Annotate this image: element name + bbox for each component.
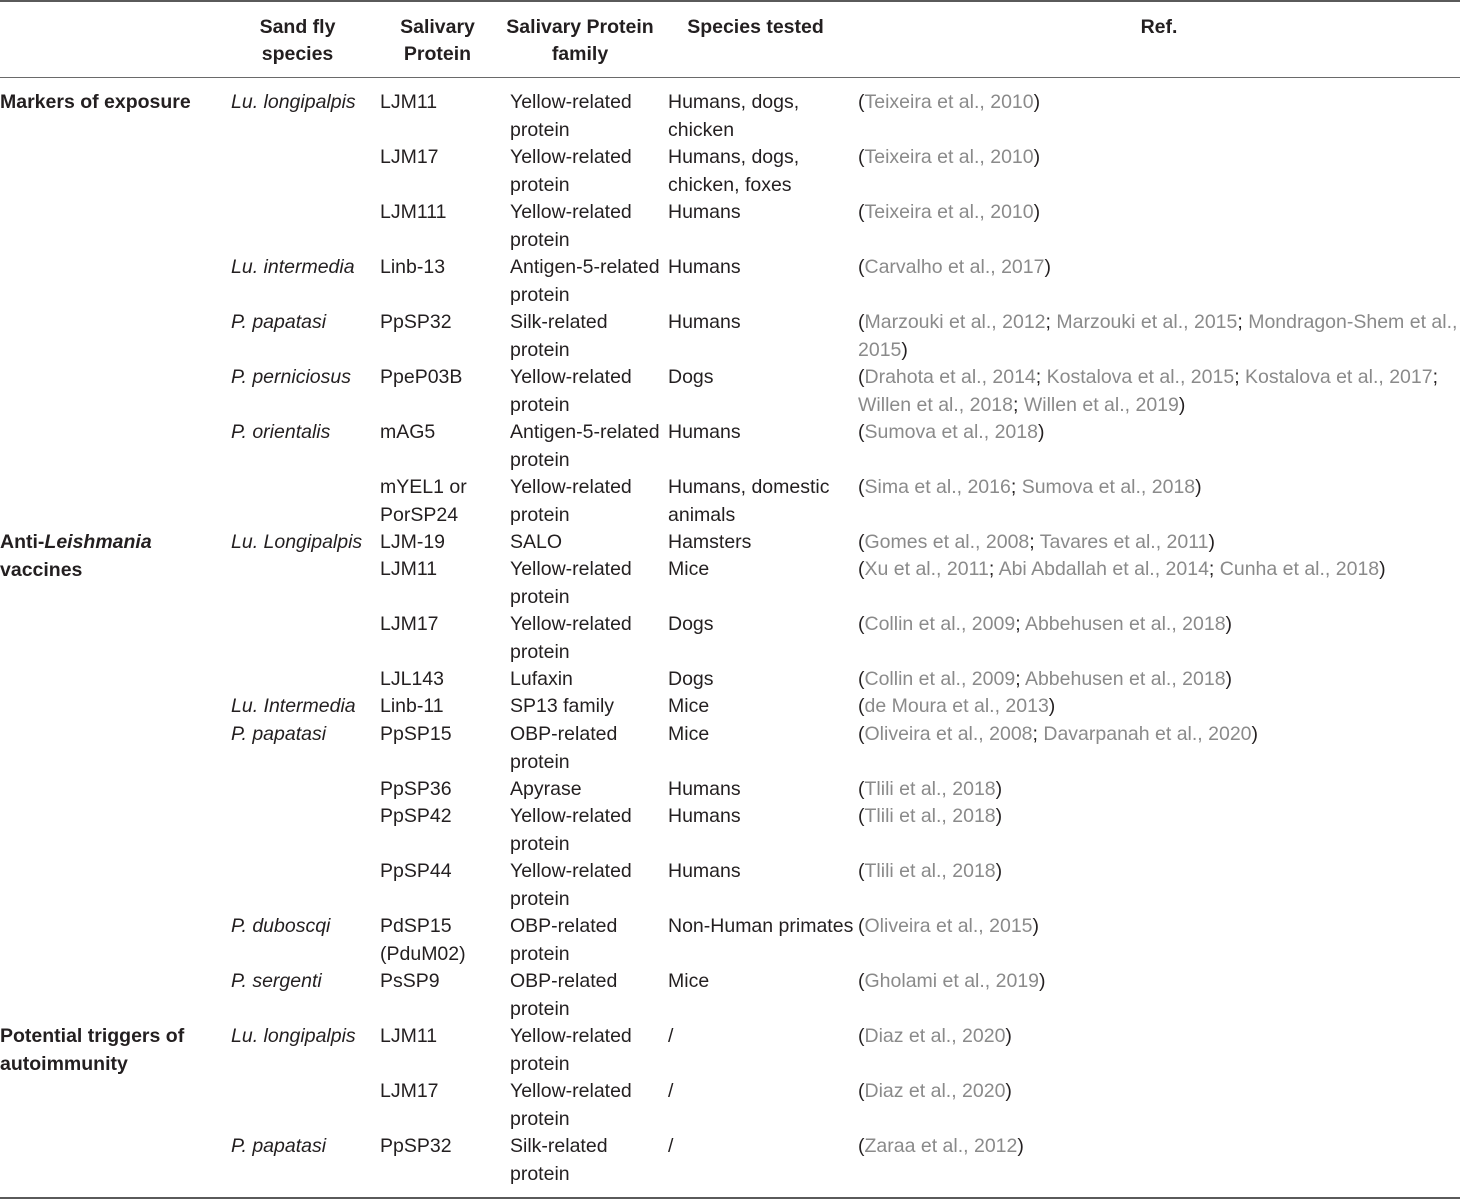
species-tested-cell: Mice	[668, 695, 710, 717]
sand-fly-species-cell: P. papatasi	[231, 723, 327, 745]
salivary-protein-cell: LJM11	[380, 1025, 438, 1047]
category-prefix: Anti-	[0, 531, 45, 553]
category-label	[0, 529, 225, 584]
protein-family-cell: Yellow-related protein	[510, 91, 632, 141]
reference-cell: (Teixeira et al., 2010)	[858, 91, 1041, 113]
protein-family-cell: Lufaxin	[510, 668, 573, 690]
protein-family-cell: Yellow-related protein	[510, 201, 632, 251]
sand-fly-species-cell: P. sergenti	[231, 970, 322, 992]
reference-link[interactable]: Tlili et al., 2018	[864, 860, 996, 882]
protein-family-cell: Yellow-related protein	[510, 366, 632, 416]
reference-link[interactable]: Marzouki et al., 2012	[864, 311, 1046, 333]
reference-link[interactable]: Tlili et al., 2018	[864, 805, 996, 827]
reference-link[interactable]: Kostalova et al., 2017	[1245, 366, 1433, 388]
reference-cell: (Oliveira et al., 2015)	[858, 915, 1040, 937]
reference-link[interactable]: Carvalho et al., 2017	[864, 256, 1045, 278]
salivary-protein-cell: LJM17	[380, 613, 439, 635]
header-salivary-protein: Salivary Protein	[400, 16, 475, 65]
salivary-protein-cell: LJL143	[380, 668, 444, 690]
sand-fly-species-cell: P. perniciosus	[231, 366, 351, 388]
species-tested-cell: Dogs	[668, 613, 714, 635]
salivary-protein-cell: LJM11	[380, 558, 438, 580]
sand-fly-species-cell: P. papatasi	[231, 311, 327, 333]
reference-cell: (Diaz et al., 2020)	[858, 1025, 1012, 1047]
species-tested-cell: Humans	[668, 421, 741, 443]
salivary-protein-cell: PdSP15 (PduM02)	[380, 915, 466, 965]
protein-family-cell: Antigen-5-related protein	[510, 421, 660, 471]
reference-link[interactable]: Marzouki et al., 2015	[1056, 311, 1238, 333]
header-ref: Ref.	[1140, 16, 1178, 38]
sand-fly-species-cell: P. duboscqi	[231, 915, 331, 937]
sand-fly-species-cell: Lu. Longipalpis	[231, 531, 363, 553]
reference-link[interactable]: Gholami et al., 2019	[864, 970, 1040, 992]
salivary-protein-cell: PpSP32	[380, 311, 452, 333]
reference-cell: (Zaraa et al., 2012)	[858, 1135, 1024, 1157]
reference-link[interactable]: Sumova et al., 2018	[1021, 476, 1196, 498]
protein-family-cell: Yellow-related protein	[510, 476, 632, 526]
protein-family-cell: OBP-related protein	[510, 915, 618, 965]
reference-link[interactable]: Zaraa et al., 2012	[864, 1135, 1018, 1157]
salivary-protein-cell: LJM17	[380, 146, 439, 168]
sand-fly-species-cell: Lu. Intermedia	[231, 695, 356, 717]
species-tested-cell: Dogs	[668, 366, 714, 388]
protein-family-cell: Yellow-related protein	[510, 1080, 632, 1130]
reference-cell: (Sumova et al., 2018)	[858, 421, 1045, 443]
reference-cell: (Tlili et al., 2018)	[858, 805, 1003, 827]
reference-link[interactable]: Oliveira et al., 2015	[864, 915, 1033, 937]
reference-cell: (Marzouki et al., 2012; Marzouki et al., 2015; Mondragon-Shem et al., 2015)	[858, 311, 1458, 361]
reference-cell: (Gomes et al., 2008; Tavares et al., 2011)	[858, 531, 1215, 553]
table-bottom-rule	[0, 1197, 1460, 1199]
reference-link[interactable]: Diaz et al., 2020	[864, 1025, 1006, 1047]
protein-family-cell: SP13 family	[510, 695, 615, 717]
reference-cell: (Xu et al., 2011; Abi Abdallah et al., 2014; Cunha et al., 2018)	[858, 558, 1386, 580]
sand-fly-species-cell: Lu. longipalpis	[231, 1025, 356, 1047]
salivary-protein-cell: LJM17	[380, 1080, 439, 1102]
header-species-tested: Species tested	[687, 16, 824, 38]
reference-link[interactable]: de Moura et al., 2013	[864, 695, 1049, 717]
species-tested-cell: Humans	[668, 778, 741, 800]
reference-cell: (Collin et al., 2009; Abbehusen et al., 2018)	[858, 613, 1233, 635]
species-tested-cell: Humans, domestic animals	[668, 476, 830, 526]
reference-link[interactable]: Sima et al., 2016	[864, 476, 1011, 498]
reference-cell: (Collin et al., 2009; Abbehusen et al., 2018)	[858, 668, 1233, 690]
sand-fly-species-cell: P. orientalis	[231, 421, 331, 443]
protein-family-cell: Silk-related protein	[510, 1135, 608, 1185]
reference-cell: (Tlili et al., 2018)	[858, 860, 1003, 882]
species-tested-cell: /	[668, 1080, 674, 1102]
reference-link[interactable]: Willen et al., 2018	[858, 393, 1014, 416]
salivary-protein-cell: PpeP03B	[380, 366, 463, 388]
species-tested-cell: Humans	[668, 860, 741, 882]
reference-link[interactable]: Abbehusen et al., 2018	[1024, 668, 1226, 690]
reference-link[interactable]: Tavares et al., 2011	[1039, 531, 1209, 553]
salivary-protein-cell: PpSP15	[380, 723, 452, 745]
sand-fly-species-cell: Lu. longipalpis	[231, 91, 356, 113]
reference-cell: (Carvalho et al., 2017)	[858, 256, 1051, 278]
protein-family-cell: OBP-related protein	[510, 723, 618, 773]
salivary-protein-cell: PpSP36	[380, 778, 452, 800]
reference-link[interactable]: Davarpanah et al., 2020	[1043, 723, 1252, 745]
reference-link[interactable]: Collin et al., 2009	[864, 613, 1016, 635]
protein-family-cell: Antigen-5-related protein	[510, 256, 660, 306]
category-label: Markers of exposure	[0, 91, 191, 113]
category-suffix: vaccines	[0, 558, 83, 581]
reference-cell: (de Moura et al., 2013)	[858, 695, 1056, 717]
reference-link[interactable]: Mondragon-Shem et al., 2015	[858, 311, 1458, 361]
species-tested-cell: Humans	[668, 805, 741, 827]
table-top-rule	[0, 0, 1460, 2]
header-rule	[0, 77, 1460, 78]
salivary-protein-cell: Linb-13	[380, 256, 446, 278]
species-tested-cell: Humans	[668, 256, 741, 278]
protein-family-cell: Yellow-related protein	[510, 613, 632, 663]
header-sand-fly-species: Sand fly species	[259, 16, 336, 65]
reference-cell: (Drahota et al., 2014; Kostalova et al., 2015; Kostalova et al., 2017; Willen et al., 2018; Willen et al., 2019)	[858, 366, 1438, 416]
species-tested-cell: Dogs	[668, 668, 714, 690]
category-label: Potential triggers of autoimmunity	[0, 1025, 185, 1075]
header-salivary-protein-family: Salivary Protein family	[506, 16, 654, 65]
salivary-protein-cell: PsSP9	[380, 970, 440, 992]
reference-link[interactable]: Xu et al., 2011	[864, 558, 989, 580]
salivary-protein-cell: mAG5	[380, 421, 436, 443]
reference-cell: (Oliveira et al., 2008; Davarpanah et al., 2020)	[858, 723, 1259, 745]
species-tested-cell: Non-Human primates	[668, 915, 854, 937]
category-italic: Leishmania	[44, 531, 152, 553]
reference-link[interactable]: Cunha et al., 2018	[1219, 558, 1380, 580]
species-tested-cell: Humans, dogs, chicken	[668, 91, 800, 141]
salivary-protein-cell: PpSP32	[380, 1135, 452, 1157]
salivary-protein-cell: LJM-19	[380, 531, 446, 553]
sand-fly-species-cell: Lu. intermedia	[231, 256, 355, 278]
reference-link[interactable]: Willen et al., 2019	[1023, 393, 1179, 416]
reference-cell: (Tlili et al., 2018)	[858, 778, 1003, 800]
protein-family-cell: OBP-related protein	[510, 970, 618, 1020]
salivary-protein-cell: LJM11	[380, 91, 438, 113]
reference-link[interactable]: Kostalova et al., 2015	[1046, 366, 1235, 388]
species-tested-cell: /	[668, 1135, 674, 1157]
protein-family-cell: Yellow-related protein	[510, 805, 632, 855]
sand-fly-species-cell: P. papatasi	[231, 1135, 327, 1157]
reference-cell: (Diaz et al., 2020)	[858, 1080, 1012, 1102]
reference-link[interactable]: Diaz et al., 2020	[864, 1080, 1006, 1102]
salivary-protein-cell: PpSP42	[380, 805, 452, 827]
reference-cell: (Teixeira et al., 2010)	[858, 146, 1041, 168]
reference-link[interactable]: Teixeira et al., 2010	[864, 91, 1034, 113]
reference-link[interactable]: Collin et al., 2009	[864, 668, 1016, 690]
reference-link[interactable]: Drahota et al., 2014	[864, 366, 1036, 388]
protein-family-cell: Yellow-related protein	[510, 146, 632, 196]
salivary-protein-cell: LJM111	[380, 201, 447, 223]
protein-family-cell: Yellow-related protein	[510, 1025, 632, 1075]
protein-family-cell: Yellow-related protein	[510, 860, 632, 910]
species-tested-cell: /	[668, 1025, 674, 1047]
reference-link[interactable]: Abbehusen et al., 2018	[1024, 613, 1226, 635]
reference-link[interactable]: Oliveira et al., 2008	[864, 723, 1033, 745]
reference-link[interactable]: Teixeira et al., 2010	[864, 201, 1034, 223]
species-tested-cell: Mice	[668, 558, 710, 580]
species-tested-cell: Hamsters	[668, 531, 752, 553]
protein-family-cell: Silk-related protein	[510, 311, 608, 361]
reference-link[interactable]: Sumova et al., 2018	[864, 421, 1038, 443]
reference-link[interactable]: Gomes et al., 2008	[864, 531, 1030, 553]
salivary-protein-cell: PpSP44	[380, 860, 452, 882]
species-tested-cell: Humans, dogs, chicken, foxes	[668, 146, 800, 196]
reference-link[interactable]: Tlili et al., 2018	[864, 778, 996, 800]
reference-cell: (Teixeira et al., 2010)	[858, 201, 1041, 223]
species-tested-cell: Humans	[668, 311, 741, 333]
salivary-protein-cell: mYEL1 or PorSP24	[380, 476, 467, 526]
species-tested-cell: Mice	[668, 723, 710, 745]
reference-cell: (Sima et al., 2016; Sumova et al., 2018)	[858, 476, 1202, 498]
protein-family-cell: Yellow-related protein	[510, 558, 632, 608]
reference-cell: (Gholami et al., 2019)	[858, 970, 1046, 992]
salivary-protein-cell: Linb-11	[380, 695, 444, 717]
species-tested-cell: Mice	[668, 970, 710, 992]
species-tested-cell: Humans	[668, 201, 741, 223]
protein-family-cell: Apyrase	[510, 778, 582, 800]
reference-link[interactable]: Teixeira et al., 2010	[864, 146, 1034, 168]
protein-family-cell: SALO	[510, 531, 563, 553]
reference-link[interactable]: Abi Abdallah et al., 2014	[998, 558, 1209, 580]
